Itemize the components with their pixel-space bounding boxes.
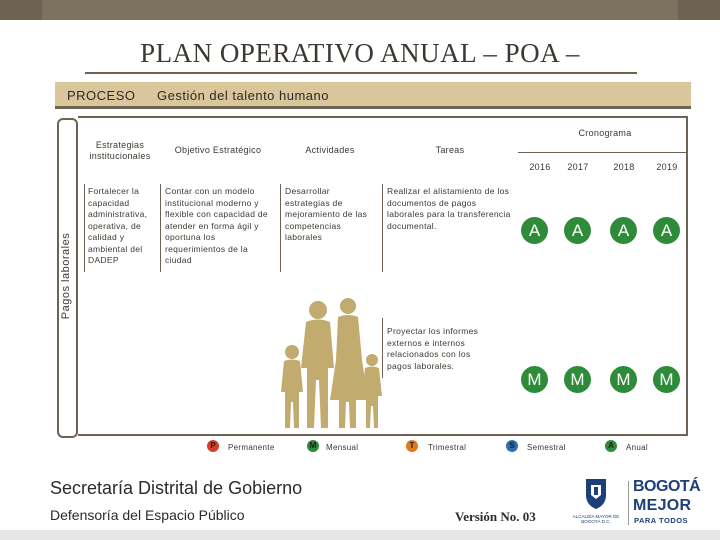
process-label: PROCESO — [67, 88, 136, 103]
process-divider — [55, 106, 691, 109]
col-sep-4 — [382, 184, 383, 272]
side-label: Pagos laborales — [60, 232, 72, 320]
mark-task2-2016: M — [521, 366, 548, 393]
year-2018: 2018 — [613, 162, 635, 172]
col-sep-1 — [84, 184, 85, 272]
table-bottom-border — [78, 434, 688, 436]
footer-entity: Secretaría Distrital de Gobierno — [50, 478, 303, 498]
process-value: Gestión del talento humano — [157, 88, 329, 103]
mark-task1-2019: A — [653, 217, 680, 244]
legend-label-trimestral: Trimestral — [428, 443, 467, 452]
brand-para-todos: PARA TODOS — [634, 516, 689, 525]
brand-bogota: BOGOTÁ — [633, 478, 701, 495]
col-sep-2 — [160, 184, 161, 272]
header-objetivo: Objetivo Estratégico — [174, 145, 262, 155]
title-underline — [85, 72, 637, 74]
cell-actividad: Desarrollar estrategias de mejoramiento de las competencias laborales — [285, 186, 368, 242]
family-silhouette-icon — [276, 290, 386, 432]
col-sep-3 — [280, 184, 281, 272]
year-2016: 2016 — [529, 162, 551, 172]
legend-dot-semestral: S — [506, 440, 518, 452]
mark-task1-2016: A — [521, 217, 548, 244]
cell-objetivo: Contar con un modelo institucional moderno y flexible con capacidad de atender en forma ágil y oportuna los requerimientos de la ciudad — [165, 186, 268, 265]
legend-label-anual: Anual — [626, 443, 648, 452]
page-title: PLAN OPERATIVO ANUAL – POA – — [140, 38, 580, 68]
header-tareas: Tareas — [435, 145, 465, 155]
footer-version: Versión No. 03 — [455, 509, 536, 524]
process-bar — [55, 82, 691, 106]
logo-text: ALCALDÍA MAYOR DE BOGOTÁ D.C. — [572, 514, 620, 524]
mark-task1-2017: A — [564, 217, 591, 244]
year-2017: 2017 — [567, 162, 589, 172]
cronograma-divider — [518, 152, 686, 153]
brand-mejor: MEJOR — [633, 497, 692, 514]
header-estrategias: Estrategias institucionales — [89, 140, 151, 161]
header-actividades: Actividades — [305, 145, 355, 155]
legend-dot-permanente: P — [207, 440, 219, 452]
legend-label-semestral: Semestral — [527, 443, 566, 452]
legend-dot-anual: A — [605, 440, 617, 452]
legend-label-permanente: Permanente — [228, 443, 275, 452]
mark-task2-2018: M — [610, 366, 637, 393]
cell-task-2: Proyectar los informes externos e internos relacionados con los pagos laborales. — [387, 326, 479, 371]
year-2019: 2019 — [656, 162, 678, 172]
bottom-strip — [0, 530, 720, 540]
header-cronograma: Cronograma — [578, 128, 632, 138]
logo-divider — [628, 481, 629, 525]
mark-task2-2017: M — [564, 366, 591, 393]
cell-task-1: Realizar el alistamiento de los documentos de pagos laborales para la transferencia documental. — [387, 186, 511, 231]
legend-label-mensual: Mensual — [326, 443, 359, 452]
top-band-accent — [42, 0, 678, 20]
mark-task2-2019: M — [653, 366, 680, 393]
legend-dot-trimestral: T — [406, 440, 418, 452]
legend-dot-mensual: M — [307, 440, 319, 452]
cell-estrategia: Fortalecer la capacidad administrativa, operativa, de calidad y ambiental del DADEP — [88, 186, 148, 265]
table-top-border — [78, 116, 686, 118]
footer-office: Defensoría del Espacio Público — [50, 507, 245, 523]
mark-task1-2018: A — [610, 217, 637, 244]
